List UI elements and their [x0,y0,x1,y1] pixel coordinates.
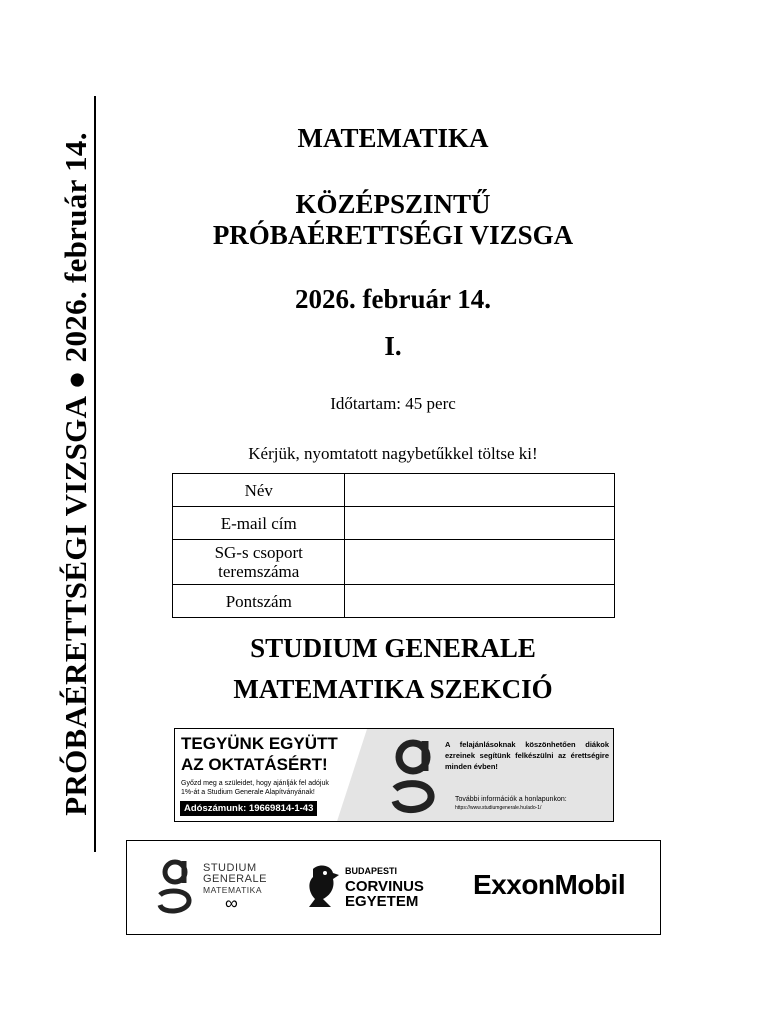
room-label-line2: teremszáma [218,562,300,581]
tax-number-badge: Adószámunk: 19669814-1-43 [180,801,317,816]
infinity-icon: ∞ [225,893,238,913]
score-label: Pontszám [173,585,345,618]
duration: Időtartam: 45 perc [330,394,456,413]
exam-date: 2026. február 14. [295,284,491,314]
bce-line2: CORVINUS [345,878,424,895]
side-title-frame [58,96,96,852]
form-row-room [173,540,615,585]
candidate-form [172,473,615,618]
subject-title: MATEMATIKA [297,123,489,153]
banner-url[interactable]: https://www.studiumgenerale.hu/ado-1/ [455,805,542,811]
organizer-line1: STUDIUM GENERALE [250,633,536,663]
studium-generale-logo-icon [155,857,195,915]
instruction: Kérjük, nyomtatott nagybetűkkel töltse ki! [248,444,538,463]
room-label-line1: SG-s csoport [214,543,303,562]
email-label: E-mail cím [173,507,345,540]
sg-line1: STUDIUM [203,862,257,874]
name-label: Név [173,474,345,507]
sg-g-logo-icon [389,737,437,815]
form-row-name [173,474,615,507]
exxonmobil-logo: ExxonMobil [473,869,626,900]
donation-banner [174,728,614,822]
banner-headline-line2: AZ OKTATÁSÉRT! [181,755,328,774]
name-field[interactable] [345,474,615,507]
bce-line3: EGYETEM [345,893,419,910]
banner-subtext-line2: 1%-át a Studium Generale Alapítványának! [181,789,315,796]
exam-part: I. [384,331,402,361]
email-field[interactable] [345,507,615,540]
room-field[interactable] [345,540,615,585]
sponsor-box [126,840,661,935]
corvinus-wordmark [345,864,424,909]
organizer-line2: MATEMATIKA SZEKCIÓ [233,674,553,704]
side-title: PRÓBAÉRETTSÉGI VIZSGA ● 2026. február 14. [58,132,93,816]
banner-headline [181,733,338,775]
level-line2: PRÓBAÉRETTSÉGI VIZSGA [212,220,574,250]
banner-subtext-line1: Győzd meg a szüleidet, hogy ajánlják fel adójuk [181,780,329,787]
form-row-score [173,585,615,618]
banner-right-text: A felajánlásoknak köszönhetően diákok ezreinek segítünk felkészülni az érettségire minden évben! [445,740,609,771]
banner-subtext [181,779,356,797]
sg-line2: GENERALE [203,873,267,885]
sg-line3: MATEMATIKA [203,885,262,895]
banner-more-info: További információk a honlapunkon: [455,796,567,803]
score-field[interactable] [345,585,615,618]
banner-headline-line1: TEGYÜNK EGYÜTT [181,734,338,753]
room-label [173,540,345,585]
sg-wordmark [203,863,267,896]
form-row-email [173,507,615,540]
bce-line1: BUDAPESTI [345,866,398,876]
corvinus-raven-logo-icon [305,863,341,909]
level-line1: KÖZÉPSZINTŰ [295,189,491,219]
